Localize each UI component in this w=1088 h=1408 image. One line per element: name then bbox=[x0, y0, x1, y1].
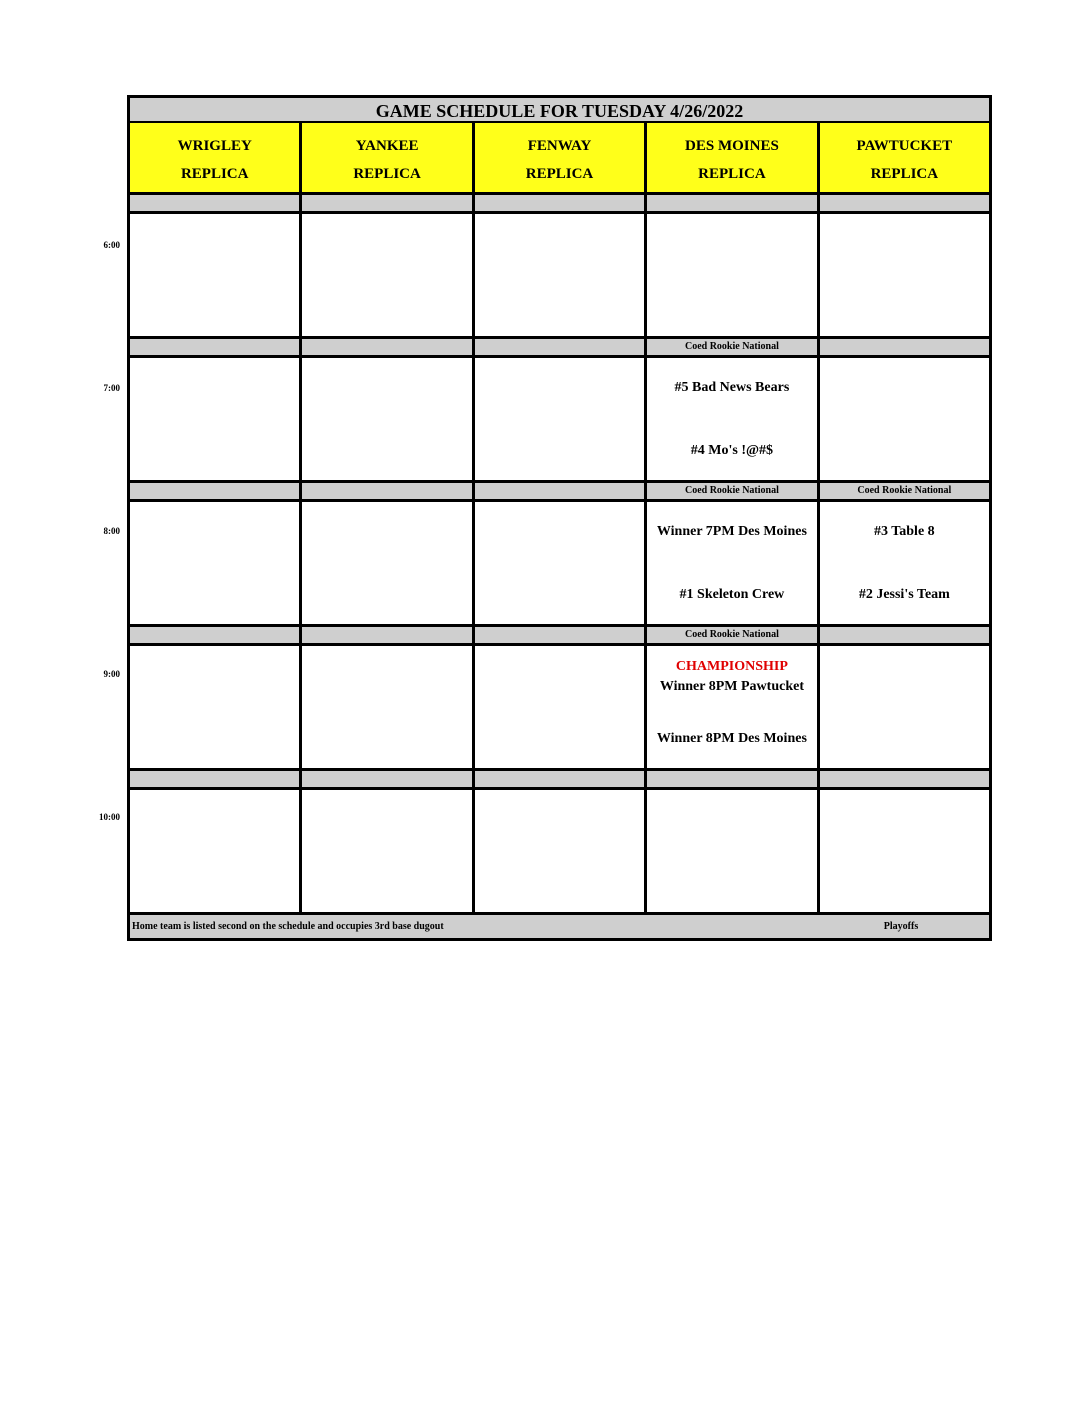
home-team: Winner 8PM Des Moines bbox=[656, 731, 807, 746]
game-cell bbox=[475, 502, 647, 627]
schedule-table bbox=[127, 95, 992, 941]
game-cell bbox=[130, 790, 302, 915]
field-header-yankee: YANKEE REPLICA bbox=[302, 123, 474, 195]
game-row-8 bbox=[127, 502, 992, 627]
division-cell bbox=[302, 483, 474, 502]
game-cell bbox=[820, 646, 992, 771]
field-header-pawtucket: PAWTUCKET REPLICA bbox=[820, 123, 992, 195]
game-cell bbox=[130, 502, 302, 627]
division-cell bbox=[647, 195, 819, 214]
division-cell bbox=[475, 195, 647, 214]
division-cell bbox=[302, 771, 474, 790]
division-band-8 bbox=[127, 483, 992, 502]
field-header-wrigley: WRIGLEY REPLICA bbox=[130, 123, 302, 195]
away-team: Winner 7PM Des Moines bbox=[656, 524, 807, 539]
division-cell bbox=[820, 195, 992, 214]
championship-label: CHAMPIONSHIP bbox=[675, 659, 788, 674]
game-row-7 bbox=[127, 358, 992, 483]
game-cell bbox=[302, 646, 474, 771]
game-cell bbox=[820, 790, 992, 915]
game-cell bbox=[647, 214, 819, 339]
division-cell bbox=[475, 339, 647, 358]
division-cell-des-moines: Coed Rookie National bbox=[647, 483, 819, 502]
away-team: #5 Bad News Bears bbox=[674, 380, 790, 395]
division-band-10 bbox=[127, 771, 992, 790]
game-cell bbox=[302, 502, 474, 627]
division-cell bbox=[130, 771, 302, 790]
game-cell bbox=[302, 358, 474, 483]
time-label-10: 10:00 bbox=[99, 812, 120, 822]
time-label-6: 6:00 bbox=[103, 240, 120, 250]
time-label-8: 8:00 bbox=[103, 526, 120, 536]
game-cell-des-moines bbox=[647, 646, 819, 771]
division-cell bbox=[130, 195, 302, 214]
game-cell-des-moines bbox=[647, 502, 819, 627]
time-label-9: 9:00 bbox=[103, 669, 120, 679]
game-cell bbox=[130, 646, 302, 771]
home-team: #2 Jessi's Team bbox=[858, 587, 950, 602]
division-band-7 bbox=[127, 339, 992, 358]
game-cell bbox=[302, 214, 474, 339]
game-cell-des-moines bbox=[647, 358, 819, 483]
division-cell bbox=[647, 771, 819, 790]
division-cell-pawtucket: Coed Rookie National bbox=[820, 483, 992, 502]
game-cell bbox=[820, 214, 992, 339]
division-cell bbox=[302, 195, 474, 214]
schedule-footer bbox=[127, 915, 992, 941]
division-cell bbox=[130, 339, 302, 358]
game-row-6 bbox=[127, 214, 992, 339]
game-cell bbox=[475, 790, 647, 915]
division-cell bbox=[475, 483, 647, 502]
division-cell bbox=[820, 771, 992, 790]
game-cell-pawtucket bbox=[820, 502, 992, 627]
game-cell bbox=[475, 358, 647, 483]
division-cell bbox=[302, 339, 474, 358]
home-team: #4 Mo's !@#$ bbox=[690, 443, 774, 458]
game-cell bbox=[475, 214, 647, 339]
game-cell bbox=[647, 790, 819, 915]
game-cell bbox=[302, 790, 474, 915]
game-cell bbox=[820, 358, 992, 483]
division-cell bbox=[820, 339, 992, 358]
division-cell bbox=[130, 483, 302, 502]
division-cell bbox=[130, 627, 302, 646]
division-cell bbox=[475, 627, 647, 646]
game-cell bbox=[475, 646, 647, 771]
home-team: #1 Skeleton Crew bbox=[679, 587, 785, 602]
division-cell-des-moines: Coed Rookie National bbox=[647, 627, 819, 646]
home-team-note: Home team is listed second on the schedule and occupies 3rd base dugout bbox=[132, 921, 444, 932]
field-header-des-moines: DES MOINES REPLICA bbox=[647, 123, 819, 195]
game-row-10 bbox=[127, 790, 992, 915]
division-cell bbox=[302, 627, 474, 646]
division-cell-des-moines: Coed Rookie National bbox=[647, 339, 819, 358]
playoffs-label: Playoffs bbox=[883, 921, 919, 932]
game-row-9 bbox=[127, 646, 992, 771]
division-band-9 bbox=[127, 627, 992, 646]
schedule-title: GAME SCHEDULE FOR TUESDAY 4/26/2022 bbox=[127, 95, 992, 123]
game-cell bbox=[130, 358, 302, 483]
division-band-6 bbox=[127, 195, 992, 214]
away-team: Winner 8PM Pawtucket bbox=[659, 679, 804, 694]
division-cell bbox=[475, 771, 647, 790]
division-cell bbox=[820, 627, 992, 646]
field-header-row bbox=[127, 123, 992, 195]
time-label-7: 7:00 bbox=[103, 383, 120, 393]
game-cell bbox=[130, 214, 302, 339]
away-team: #3 Table 8 bbox=[873, 524, 935, 539]
field-header-fenway: FENWAY REPLICA bbox=[475, 123, 647, 195]
